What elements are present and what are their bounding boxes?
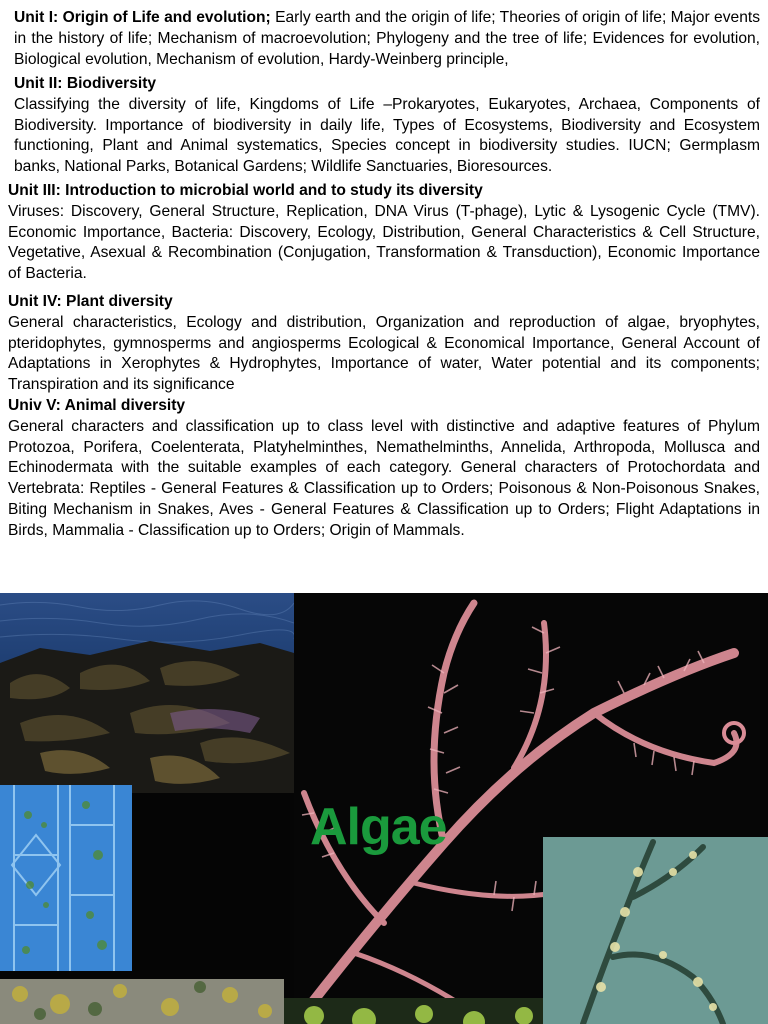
diatom-photo [0,785,132,971]
unit-1-body: Early earth and the origin of life; Theories of origin of life; Major events in the history of life; Mechanism of macroevolution; Phylogeny and the tree of life; Evidences for evolution, Biological evolution, Mechanism of evolution, Hardy-Weinberg principle, [14,9,760,68]
unit-5 [8,396,760,542]
unit-3 [8,181,760,285]
unit-2 [14,74,760,178]
unit-4 [8,292,760,396]
unit-3-body: Viruses: Discovery, General Structure, Replication, DNA Virus (T-phage), Lytic & Lysogenic Cycle (TMV). Economic Importance, Bacteria: Discovery, Ecology, Distribution, General Characteristics & Cell Structure, Vegetative, Asexual & Recombination (Conjugation, Transformation & Transduction), Economic Importance of Bacteria. [8,202,760,283]
volvox-photo [284,998,550,1024]
unit-5-body: General characters and classification up to class level with distinctive and adaptive features of Phylum Protozoa, Porifera, Coelenterata, Platyhelminthes, Nemathelminths, Annelida, Arthropoda, Mollusca and Echinodermata with the suitable examples of each category. General characters of Protochordata and Vertebrata: Reptiles - General Features & Classification up to Orders; Poisonous & Non-Poisonous Snakes, Biting Mechanism in Snakes, Aves - General Features & Classification up to Orders; Flight Adaptations in Birds, Mammalia - Classification up to Orders; Origin of Mammals. [8,417,760,539]
unit-1-heading: Unit I: Origin of Life and evolution; [14,9,271,26]
unit-3-heading: Unit III: Introduction to microbial world and to study its diversity [8,182,483,199]
diatom-chain-photo [543,837,768,1024]
unit-2-body: Classifying the diversity of life, Kingdoms of Life –Prokaryotes, Eukaryotes, Archaea, Components of Biodiversity. Importance of biodiversity in daily life, Types of Ecosystems, Biodiversity and Ecosystem functioning, Plant and Animal systematics, Species concept in biodiversity studies. IUCN; Germplasm banks, National Parks, Botanical Gardens; Wildlife Sanctuaries, Bioresources. [14,95,760,176]
unit-2-heading: Unit II: Biodiversity [14,75,157,92]
kelp-photo [0,593,294,793]
rock-algae-photo [0,979,284,1024]
algae-collage [0,593,768,1024]
algae-label: Algae [310,798,447,856]
unit-4-heading: Unit IV: Plant diversity [8,293,173,310]
unit-4-body: General characteristics, Ecology and distribution, Organization and reproduction of algae, bryophytes, pteridophytes, gymnosperms and angiosperms Ecological & Economical Importance, General Account of Adaptations in Xerophytes & Hydrophytes, Importance of water, Water potential and its components; Transpiration and its significance [8,313,760,394]
unit-5-heading: Univ V: Animal diversity [8,397,186,414]
unit-1 [14,8,760,70]
